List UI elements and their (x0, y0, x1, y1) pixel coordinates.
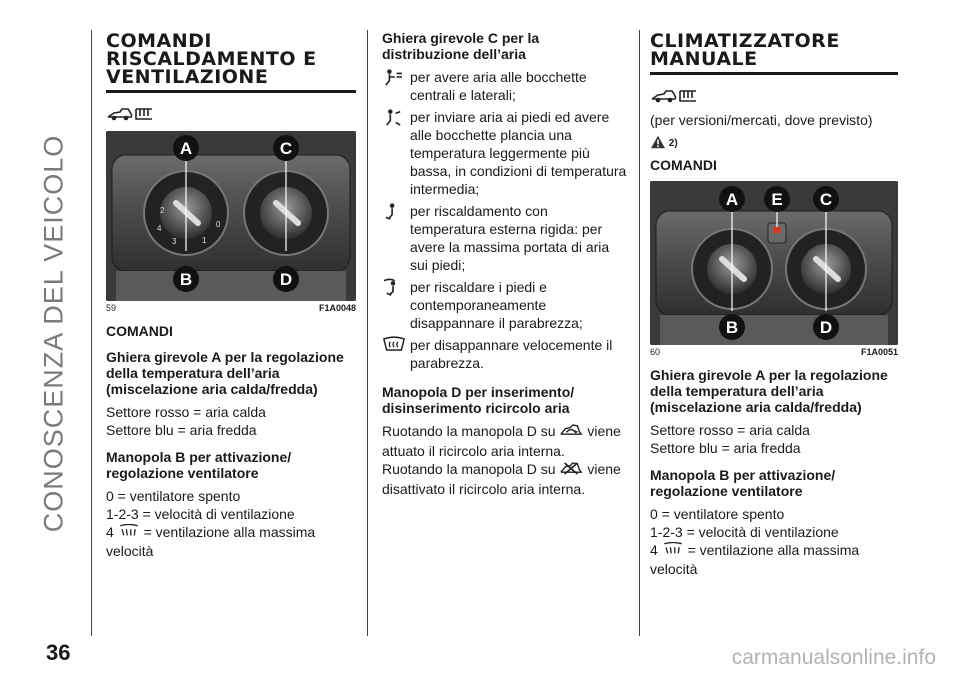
warning-reference: 2) (650, 135, 898, 153)
subheading: Ghiera girevole A per la regolazione della temperatura dell’aria (miscelazione aria calda/fredda) (106, 349, 344, 397)
car-engine-variant-icon (650, 87, 898, 107)
subheading: COMANDI (106, 323, 173, 339)
svg-text:C: C (819, 190, 833, 209)
svg-text:A: A (725, 190, 739, 209)
body-text: 4 = ventilazione alla massima (650, 541, 898, 560)
body-text: velocità (106, 543, 154, 560)
body-text: 0 = ventilatore spento (650, 506, 785, 522)
figure-caption (106, 303, 356, 313)
figure-code: F1A0048 (318, 303, 356, 313)
vent-feet-icon (382, 202, 410, 222)
body-text: Ruotando la manopola D su viene disattivato il ricircolo aria interna. (382, 460, 621, 497)
subheading: Manopola D per inserimento/ disinserimento ricircolo aria (382, 384, 575, 416)
subheading: Manopola B per attivazione/ regolazione ventilatore (650, 467, 836, 499)
svg-text:B: B (179, 270, 193, 289)
recirculation-on-icon (559, 423, 583, 442)
dial-number: 2 (160, 206, 165, 215)
dial-number: 0 (216, 220, 221, 229)
section-heading: COMANDI RISCALDAMENTO E VENTILAZIONE (106, 32, 356, 93)
subheading: Manopola B per attivazione/ regolazione ventilatore (106, 449, 292, 481)
svg-text:E: E (771, 190, 783, 209)
vent-feet-windshield-icon (382, 278, 410, 298)
side-section-title: CONOSCENZA DEL VEICOLO (38, 134, 69, 532)
fan-max-icon (118, 524, 140, 542)
svg-text:A: A (179, 139, 193, 158)
svg-text:B: B (725, 318, 739, 337)
body-text: Settore blu = aria fredda (650, 440, 801, 456)
svg-text:D: D (819, 318, 833, 337)
right-column (650, 32, 898, 578)
figure-code: F1A0051 (860, 347, 898, 357)
body-text: 0 = ventilatore spento (106, 488, 241, 504)
car-engine-variant-icon (106, 105, 356, 125)
body-text: Settore rosso = aria calda (650, 422, 810, 438)
section-heading: CLIMATIZZATORE MANUALE (650, 32, 898, 75)
list-item: per avere aria alle bocchette centrali e laterali; (382, 68, 627, 104)
figure-caption (650, 347, 898, 357)
column-divider (367, 30, 368, 636)
svg-text:C: C (279, 139, 293, 158)
page-number: 36 (46, 640, 71, 665)
list-item: per inviare aria ai piedi ed avere alle bocchette plancia una temperatura leggermente più bassa, in condizioni di temperatura intermedia; (382, 108, 627, 198)
left-column (106, 32, 356, 560)
figure-heater-controls (106, 131, 356, 301)
dial-number: 1 (202, 236, 207, 245)
subheading: COMANDI (650, 157, 717, 173)
column-divider (639, 30, 640, 636)
dial-number: 3 (172, 237, 177, 246)
body-text: 4 = ventilazione alla massima (106, 523, 356, 542)
figure-number: 59 (106, 303, 117, 313)
body-text: Settore blu = aria fredda (106, 422, 257, 438)
figure-number: 60 (650, 347, 661, 357)
svg-text:D: D (279, 270, 293, 289)
vent-face-feet-icon (382, 108, 410, 128)
middle-column (382, 30, 627, 498)
list-item: per disappannare velocemente il parabrezza. (382, 336, 627, 372)
availability-note: (per versioni/mercati, dove previsto) (650, 112, 873, 128)
body-text: 1-2-3 = velocità di ventilazione (650, 524, 839, 540)
subheading: Ghiera girevole A per la regolazione della temperatura dell’aria (miscelazione aria calda/fredda) (650, 367, 888, 415)
warning-triangle-icon (650, 135, 666, 152)
column-divider (91, 30, 92, 636)
list-item: per riscaldamento con temperatura esterna rigida: per avere la massima portata di aria sui piedi; (382, 202, 627, 274)
body-text: Settore rosso = aria calda (106, 404, 266, 420)
recirculation-off-icon (559, 461, 583, 480)
figure-climate-controls (650, 181, 898, 345)
body-text: Ruotando la manopola D su viene attuato il ricircolo aria interna. (382, 423, 621, 459)
windshield-defrost-icon (382, 336, 410, 356)
body-text: 1-2-3 = velocità di ventilazione (106, 506, 295, 522)
watermark: carmanualsonline.info (731, 646, 936, 669)
subheading: Ghiera girevole C per la distribuzione dell’aria (382, 30, 540, 62)
list-item: per riscaldare i piedi e contemporaneamente disappannare il parabrezza; (382, 278, 627, 332)
vent-face-icon (382, 68, 410, 88)
body-text: velocità (650, 561, 698, 578)
dial-number: 4 (157, 224, 162, 233)
fan-max-icon (662, 542, 684, 560)
